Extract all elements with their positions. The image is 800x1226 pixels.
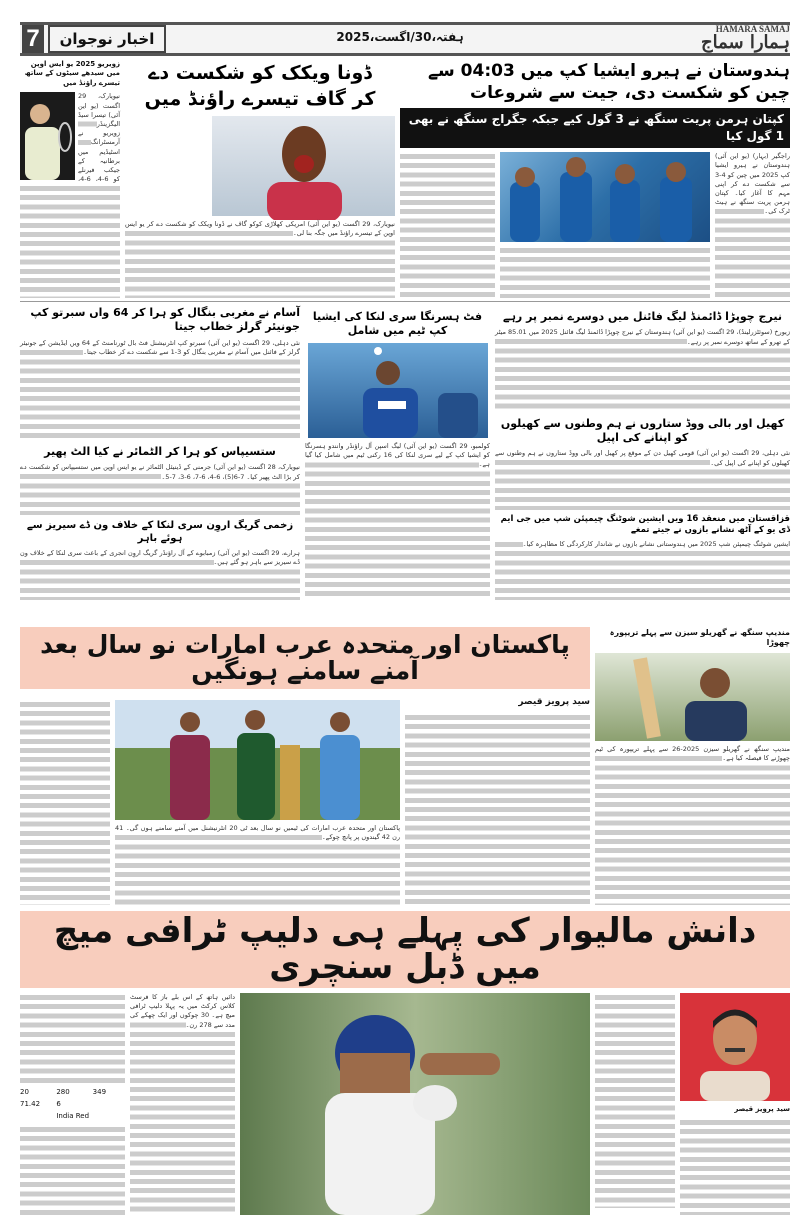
zverev-headline: زویریو 2025 یو ایس اوپن میں سیدھے سیٹوں کے ساتھ تیسرے راؤنڈ میں: [24, 60, 120, 87]
hockey-body-row: [400, 152, 790, 298]
irvine-body: ہرارے، 29 اگست (یو این آئی) زمبابوے کے آل راؤنڈر گریگ اروِن انجری کے باعث سری لنکا کے خلاف ون ڈے سیریز سے باہر ہو گئے ہیں۔: [20, 549, 300, 600]
hockey-team-photo: [500, 152, 710, 242]
hasaranga-article: [305, 310, 490, 600]
stat-value: 71.42: [20, 1100, 41, 1108]
zverev-body-col2: [20, 184, 120, 298]
mandeep-photo: [595, 653, 790, 741]
neeraj-body: زیورخ (سوئٹزرلینڈ)، 29 اگست (یو این آئی) ہندوستان کے نیرج چوپڑا ڈائمنڈ لیگ فائنل 2025 میں 85.01 میٹر کے تھرو کے ساتھ دوسرے نمبر پر رہے۔: [495, 328, 790, 412]
altmaier-body: نیویارک، 28 اگست (یو این آئی) جرمنی کے ڈینیئل الٹمائر نے یو ایس اوپن میں ستسیپاس کو شکست دے کر بڑا الٹ پھیر کیا۔ 7-6(5)، 6-4، 6-7، 6-3، 7-5۔: [20, 463, 300, 514]
hasaranga-headline: فٹ ہسرنگا سری لنکا کی ایشیا کپ ٹیم میں شامل: [312, 310, 483, 338]
gauff-photo: [212, 116, 395, 216]
issue-date: ہفتہ،30/اگست،2025: [336, 30, 464, 44]
byline-portrait: [680, 993, 790, 1101]
zverev-photo-row: [20, 92, 120, 184]
hockey-photo-column: [500, 152, 710, 298]
danish-body-col3: [20, 1125, 125, 1215]
mandeep-article: [595, 628, 790, 905]
zverev-body: نیویارک، 29 اگست (یو این آئی) تیسرا سیڈ الیگزینڈر زویریو نے آرمسٹرانگ اسٹیڈیم میں برطانیہ کے جیکب فیرنلے کو 6-4، 6-4،: [78, 92, 120, 180]
gauff-headline-line2: کر گاف تیسرے راؤنڈ میں: [144, 88, 376, 110]
gauff-article: [125, 60, 395, 298]
danish-body-col4: [595, 993, 675, 1208]
irvine-headline: زخمی گریگ اروِن سری لنکا کے خلاف ون ڈے سیریز سے ہوئے باہر: [26, 519, 294, 544]
danish-body-col5: [680, 1118, 790, 1215]
danish-byline-column: [680, 993, 790, 1215]
pak-uae-byline-column: [405, 697, 590, 905]
shooting-body: ایشین شوٹنگ چیمپئن شپ 2025 میں ہندوستانی نشانے بازوں نے شاندار کارکردگی کا مظاہرہ کیا۔: [495, 540, 790, 600]
danish-body-col2: دائیں ہاتھ کے اس بلے باز کا فرسٹ کلاس کرکٹ میں یہ پہلا دلیپ ٹرافی میچ ہے۔ 30 چوکوں اور ایک چھکے کی مدد سے 278 رن۔: [130, 993, 235, 1215]
divider: [20, 301, 790, 302]
shooting-headline: قزاقستان میں منعقد 16 ویں ایشین شوٹنگ چیمپئن شپ میں جی ایم ڈی یو کے آٹھ نشانے بازوں نے جیتے تمغے: [500, 513, 790, 535]
newspaper-logo: [640, 24, 790, 54]
left-column-row2: [20, 306, 300, 600]
hockey-body: راجگیر (بہار) (یو این آئی) ہندوستان نے ہیرو ایشیا کپ 2025 میں چین کو 4-3 سے شکست دے کر اپنی مہم کا آغاز کیا۔ کپتان ہرمن پریت سنگھ نے ہیٹ ٹرک کی۔: [715, 152, 790, 298]
danish-body-col1: [20, 993, 125, 1083]
pak-uae-captains-photo: [115, 700, 400, 820]
zverev-article: [20, 60, 120, 298]
assam-headline: آسام نے مغربی بنگال کو ہرا کر 64 واں سبرتو کپ جونیئر گرلز خطاب جیتا: [30, 306, 300, 334]
zverev-photo: [20, 92, 75, 180]
pak-uae-banner: پاکستان اور متحدہ عرب امارات نو سال بعد آمنے سامنے ہونگیں: [20, 627, 590, 689]
pak-uae-byline: سید پرویز قیصر: [518, 697, 590, 707]
pak-uae-photo-column: [115, 700, 400, 905]
hasaranga-photo: [308, 343, 488, 438]
stat-value: 280: [56, 1088, 70, 1096]
hockey-body-col2: [400, 152, 495, 298]
pak-uae-body-col2: پاکستان اور متحدہ عرب امارات کی ٹیمیں نو سال بعد ٹی 20 انٹرنیشنل میں آمنے سامنے ہوں گی۔ 41 رن 42 گیندوں پر پانچ چوکے۔: [115, 824, 400, 905]
hockey-headline: ہندوستان نے ہیرو ایشیا کپ میں 04:03 سے چین کو شکست دی، جیت سے شروعات: [428, 61, 790, 104]
danish-batting-photo: [240, 993, 590, 1215]
section-title: اخبار نوجوان: [48, 25, 166, 53]
appeal-headline: کھیل اور بالی ووڈ ستاروں نے ہم وطنوں سے کھیلوں کو اپنانے کی اپیل: [500, 416, 785, 445]
hockey-article: [400, 60, 790, 298]
pak-uae-body-col3: [405, 713, 590, 905]
danish-stats: [20, 1087, 125, 1121]
hockey-subheadline: کپتان ہرمن پریت سنگھ نے 3 گول کیے جبکہ جگراج سنگھ نے بھی 1 گول کیا: [400, 108, 790, 148]
gauff-body: نیویارک، 29 اگست (یو این آئی) امریکی کھلاڑی کوکو گاف نے ڈونا ویکک کو شکست دے کر یو ایس اوپن کے تیسرے راؤنڈ میں جگہ بنا لی۔: [125, 220, 395, 298]
neeraj-headline: نیرج چوپڑا ڈائمنڈ لیگ فائنل میں دوسرے نمبر پر رہے: [503, 310, 782, 323]
logo-english: HAMARA SAMAJ: [715, 24, 790, 34]
appeal-body: نئی دہلی، 29 اگست (یو این آئی) قومی کھیل دن کے موقع پر کھیل اور بالی ووڈ ستاروں نے ہم وطنوں سے کھیلوں کو اپنانے کی اپیل کی۔: [495, 449, 790, 509]
danish-byline: سید پرویز قیصر: [734, 1105, 790, 1113]
danish-left-column: [20, 993, 125, 1215]
gauff-headline: [125, 60, 395, 112]
stat-team: India Red: [56, 1112, 90, 1120]
page-number: 7: [22, 25, 44, 53]
stat-value: 6: [56, 1100, 61, 1108]
assam-body: نئی دہلی، 29 اگست (یو این آئی) سبرتو کپ انٹرنیشنل فٹ بال ٹورنامنٹ کے 64 ویں ایڈیشن کے جونیئر گرلز کے فائنل میں آسام نے مغربی بنگال کو 3-1 سے شکست دے کر خطاب جیتا۔: [20, 339, 300, 442]
mandeep-body: مندیپ سنگھ نے گھریلو سیزن 2025-26 سے پہلے تریپورہ کی ٹیم چھوڑنے کا فیصلہ کیا ہے۔: [595, 745, 790, 905]
right-column-row2: [495, 310, 790, 600]
mandeep-caption: مندیپ سنگھ نے گھریلو سیزن سے پہلے تریپورہ چھوڑا: [609, 628, 790, 648]
stat-value: 349: [92, 1088, 107, 1096]
logo-urdu: ہمارا سماج: [701, 32, 790, 53]
pak-uae-body-col1: [20, 700, 110, 905]
hockey-body-col3: [500, 246, 710, 298]
altmaier-headline: ستسیپاس کو ہرا کر الٹمائر نے کیا الٹ پھیر: [44, 445, 276, 459]
hasaranga-body: کولمبو، 29 اگست (یو این آئی) لیگ اسپن آل راؤنڈر وانندو ہسرنگا کو ایشیا کپ کے لیے سری لنکا کی 16 رکنی ٹیم میں شامل کیا گیا ہے۔: [305, 442, 490, 600]
danish-banner: دانش مالیوار کی پہلے ہی دلیپ ٹرافی میچ میں ڈبل سنچری: [20, 911, 790, 988]
gauff-headline-line1: ڈونا ویکک کو شکست دے: [148, 62, 372, 84]
stat-value: 20: [20, 1088, 29, 1096]
